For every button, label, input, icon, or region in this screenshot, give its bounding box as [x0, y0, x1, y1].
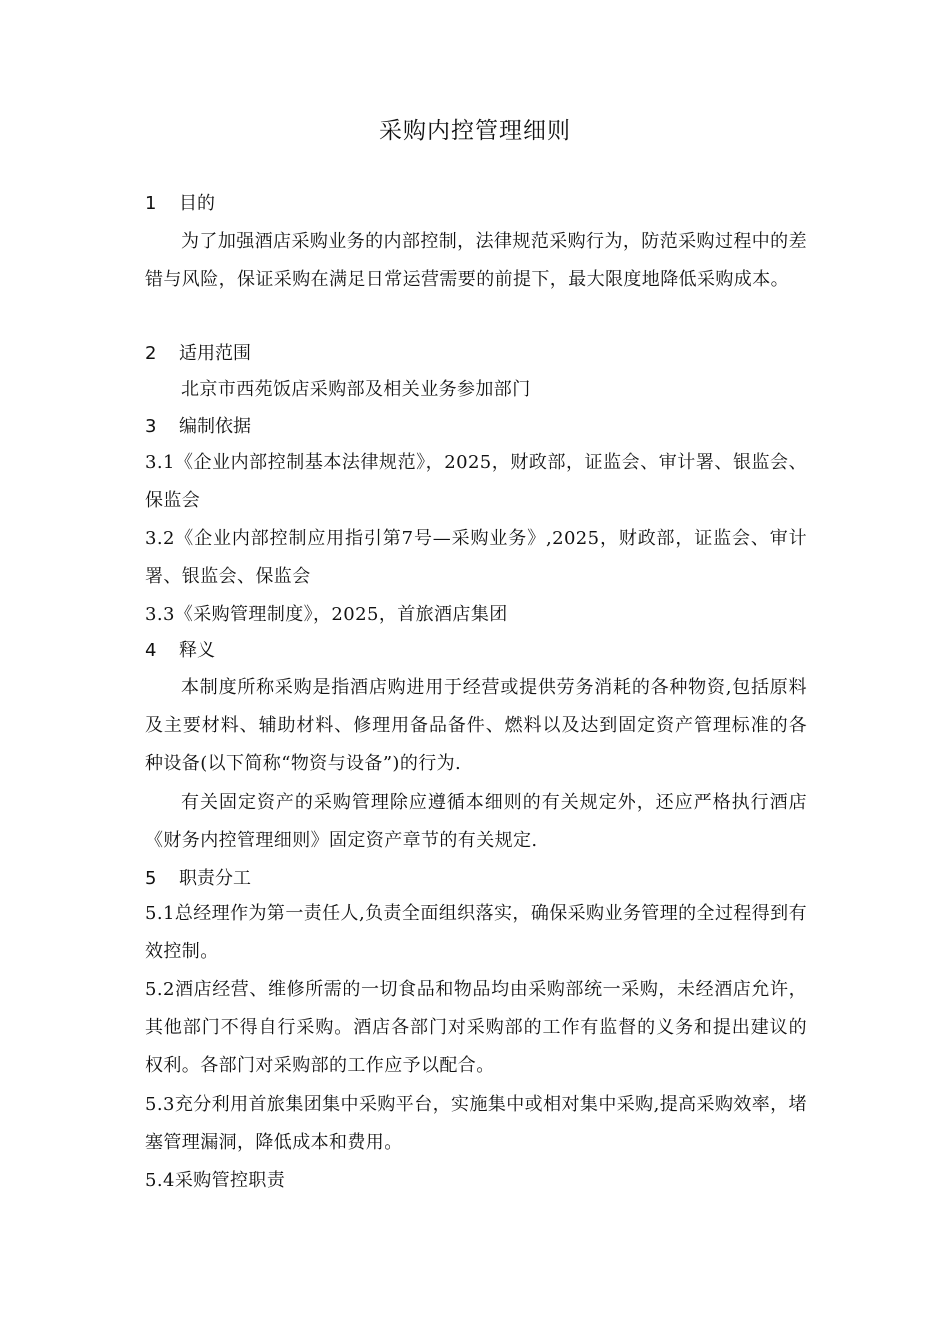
- section-number: 5: [145, 868, 157, 889]
- section-3-item-3: 3.3《采购管理制度》，2025，首旅酒店集团: [145, 604, 508, 625]
- section-number: 3: [145, 416, 157, 437]
- section-heading-2: [145, 341, 251, 367]
- section-number: 1: [145, 193, 157, 214]
- section-3-item-2: 3.2《企业内部控制应用指引第7号—采购业务》,2025，财政部，证监会、审计署、银监会、保监会: [145, 528, 807, 587]
- section-title: 职责分工: [179, 868, 251, 889]
- section-number: 2: [145, 343, 157, 364]
- section-heading-4: [145, 638, 215, 664]
- section-4-paragraph-1: 本制度所称采购是指酒店购进用于经营或提供劳务消耗的各种物资,包括原料及主要材料、辅助材料、修理用备品备件、燃料以及达到固定资产管理标准的各种设备(以下简称“物资与设备”)的行为.: [145, 677, 807, 774]
- section-title: 释义: [179, 640, 215, 661]
- document-title: 采购内控管理细则: [379, 118, 571, 144]
- section-heading-5: [145, 866, 251, 892]
- section-heading-3: [145, 414, 251, 440]
- section-5-item-2: 5.2酒店经营、维修所需的一切食品和物品均由采购部统一采购，未经酒店允许，其他部门不得自行采购。酒店各部门对采购部的工作有监督的义务和提出建议的权利。各部门对采购部的工作应予以配合。: [145, 979, 807, 1076]
- section-number: 4: [145, 640, 157, 661]
- section-title: 编制依据: [179, 416, 251, 437]
- section-4-paragraph-2: 有关固定资产的采购管理除应遵循本细则的有关规定外，还应严格执行酒店《财务内控管理细则》固定资产章节的有关规定.: [145, 792, 807, 851]
- section-3-item-1: 3.1《企业内部控制基本法律规范》，2025，财政部，证监会、审计署、银监会、保监会: [145, 452, 807, 511]
- section-1-paragraph-1: 为了加强酒店采购业务的内部控制，法律规范采购行为，防范采购过程中的差错与风险，保证采购在满足日常运营需要的前提下，最大限度地降低采购成本。: [145, 231, 807, 290]
- section-5-item-4: 5.4采购管控职责: [145, 1170, 286, 1191]
- section-title: 目的: [179, 193, 215, 214]
- section-2-paragraph-1: 北京市西苑饭店采购部及相关业务参加部门: [181, 379, 531, 400]
- section-5-item-1: 5.1总经理作为第一责任人,负责全面组织落实，确保采购业务管理的全过程得到有效控制。: [145, 903, 807, 962]
- section-heading-1: [145, 191, 215, 217]
- section-title: 适用范围: [179, 343, 251, 364]
- section-5-item-3: 5.3充分利用首旅集团集中采购平台，实施集中或相对集中采购,提高采购效率，堵塞管理漏洞，降低成本和费用。: [145, 1094, 807, 1153]
